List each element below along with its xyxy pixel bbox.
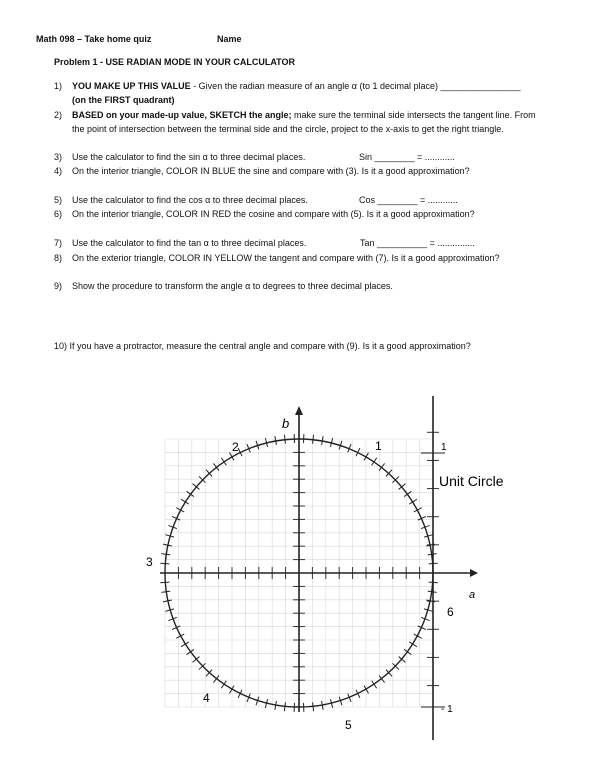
item-5-number: 5) [54,195,63,205]
item-10-text: 10) If you have a protractor, measure the central angle and compare with (9). Is it a good approximation? [54,341,471,351]
circle-hatch-mark [284,702,285,711]
item-9-text: Show the procedure to transform the angle α to degrees to three decimal places. [72,281,393,291]
arc-mark-6: 6 [447,605,454,619]
item-7-text: Use the calculator to find the tan α to three decimal places. [72,238,307,248]
item-3-answer-blank: Sin ________ = ............ [359,152,455,162]
item-5-text: Use the calculator to find the cos α to three decimal places. [72,195,308,205]
item-2-number: 2) [54,110,63,120]
circle-hatch-mark [428,591,437,592]
circle-hatch-mark [160,582,169,583]
course-title: Math 098 – Take home quiz [36,34,152,44]
item-7-number: 7) [54,238,63,248]
tangent-label-1: 1 [441,442,447,453]
problem-title: Problem 1 - USE RADIAN MODE IN YOUR CALCULATOR [54,57,296,67]
arc-mark-2: 2 [232,440,239,454]
arc-mark-4: 4 [203,691,210,705]
item-4-number: 4) [54,166,63,176]
circle-hatch-mark [161,554,170,555]
item-5-answer-blank: Cos ________ = ............ [359,195,458,205]
y-axis-arrow [295,406,303,415]
item-6-text: On the interior triangle, COLOR IN RED the cosine and compare with (5). Is it a good approximation? [72,209,475,219]
item-7-answer-blank: Tan __________ = ............... [360,238,475,248]
item-2-line2: the point of intersection between the terminal side and the circle, project to the x-axis to get the right triangle. [72,124,504,134]
x-axis-arrow [470,569,478,577]
arc-mark-3: 3 [146,555,153,569]
item-8-text: On the exterior triangle, COLOR IN YELLOW the tangent and compare with (7). Is it a good approximation? [72,253,500,263]
circle-hatch-mark [161,591,170,592]
circle-hatch-mark [428,554,437,555]
name-label: Name [217,34,242,44]
item-9-number: 9) [54,281,63,291]
circle-hatch-mark [313,435,314,444]
axis-label-a: a [469,589,476,601]
tangent-label-neg1: - 1 [441,704,453,715]
item-3-number: 3) [54,152,63,162]
axis-ticks [165,432,439,707]
item-4-text: On the interior triangle, COLOR IN BLUE the sine and compare with (3). Is it a good approximation? [72,166,470,176]
arc-mark-1: 1 [375,439,382,453]
axis-label-b: b [282,416,290,431]
circle-hatch-mark [160,563,169,564]
circle-hatch-mark [284,435,285,444]
circle-hatch-mark [313,702,314,711]
item-3-text: Use the calculator to find the sin α to three decimal places. [72,152,306,162]
item-2-rest: make sure the terminal side intersects the tangent line. From [291,110,536,120]
item-1-bold: YOU MAKE UP THIS VALUE [72,81,191,91]
item-1-number: 1) [54,81,63,91]
item-2-bold: BASED on your made-up value, SKETCH the angle; [72,110,292,120]
figure-title: Unit Circle [439,473,504,489]
item-1-rest: - Given the radian measure of an angle α (to 1 decimal place) ________________ [190,81,521,91]
item-1-line2: (on the FIRST quadrant) [72,95,175,105]
arc-mark-5: 5 [345,718,352,732]
item-6-number: 6) [54,209,63,219]
item-8-number: 8) [54,253,63,263]
